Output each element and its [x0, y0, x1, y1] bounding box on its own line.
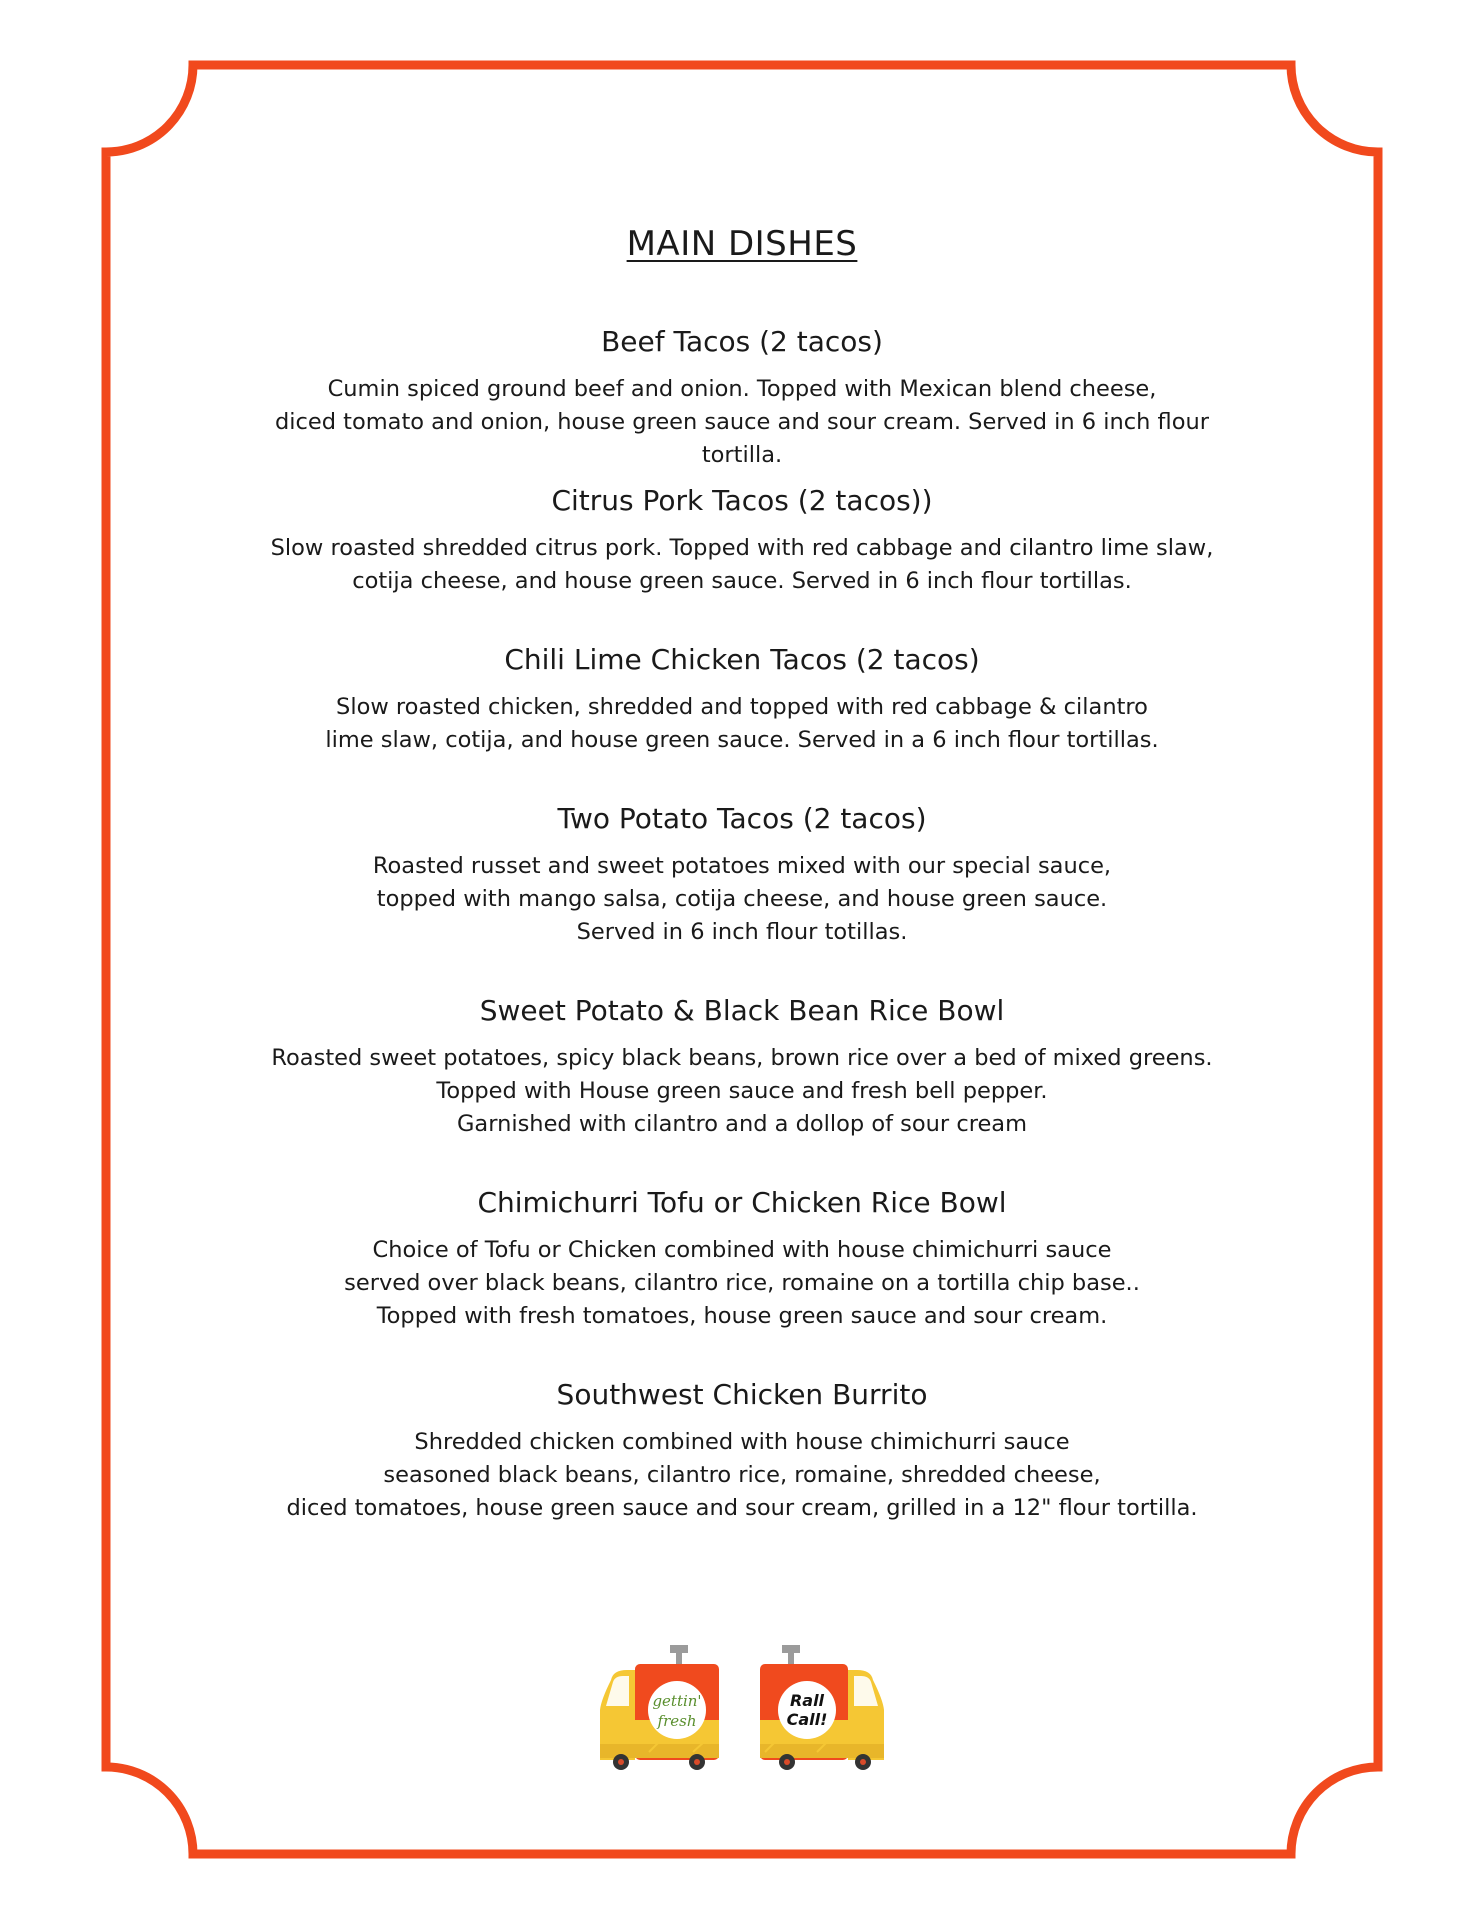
dish-name: Two Potato Tacos (2 tacos): [557, 802, 927, 835]
roll-call-logo-text-line2: Call!: [786, 1710, 828, 1729]
description-line: Choice of Tofu or Chicken combined with house chimichurri sauce: [372, 1237, 1112, 1263]
dish-description: [200, 850, 1284, 949]
roll-call-logo: [757, 1640, 887, 1790]
dish-name: Beef Tacos (2 tacos): [601, 325, 883, 358]
description-line: Garnished with cilantro and a dollop of sour cream: [457, 1111, 1027, 1137]
dish-southwest-chicken-burrito: [200, 1376, 1284, 1525]
description-line: served over black beans, cilantro rice, romaine on a tortilla chip base..: [344, 1270, 1140, 1296]
dish-chili-lime-chicken-tacos: [200, 641, 1284, 757]
description-line: Topped with fresh tomatoes, house green sauce and sour cream.: [376, 1303, 1108, 1329]
description-line: topped with mango salsa, cotija cheese, and house green sauce.: [376, 886, 1108, 912]
roll-call-logo-text-line1: Rall: [789, 1691, 825, 1710]
description-line: seasoned black beans, cilantro rice, romaine, shredded cheese,: [383, 1462, 1101, 1488]
description-line: tortilla.: [701, 442, 783, 468]
gettin-fresh-logo: [597, 1640, 727, 1790]
description-line: cotija cheese, and house green sauce. Served in 6 inch flour tortillas.: [352, 568, 1132, 594]
description-line: Slow roasted shredded citrus pork. Topped with red cabbage and cilantro lime slaw,: [270, 535, 1214, 561]
dish-description: [200, 1234, 1284, 1333]
description-line: diced tomatoes, house green sauce and sour cream, grilled in a 12" flour tortilla.: [286, 1495, 1198, 1521]
dish-sweet-potato-black-bean-bowl: [200, 992, 1284, 1141]
dish-beef-tacos: [200, 323, 1284, 472]
description-line: Roasted sweet potatoes, spicy black beans, brown rice over a bed of mixed greens.: [271, 1045, 1213, 1071]
description-line: diced tomato and onion, house green sauce and sour cream. Served in 6 inch flour: [274, 409, 1210, 435]
logos-row: [0, 1640, 1484, 1790]
gettin-fresh-logo-text-line1: gettin': [652, 1692, 702, 1710]
dish-name: Southwest Chicken Burrito: [556, 1378, 928, 1411]
dish-description: [200, 1426, 1284, 1525]
description-line: Shredded chicken combined with house chimichurri sauce: [414, 1429, 1070, 1455]
dish-description: [200, 1042, 1284, 1141]
dish-description: [200, 691, 1284, 757]
description-line: Served in 6 inch flour totillas.: [576, 919, 908, 945]
dish-name: Sweet Potato & Black Bean Rice Bowl: [479, 994, 1005, 1027]
dish-two-potato-tacos: [200, 800, 1284, 949]
page-title: MAIN DISHES: [626, 224, 858, 264]
description-line: Slow roasted chicken, shredded and topped with red cabbage & cilantro: [336, 694, 1148, 720]
description-line: Cumin spiced ground beef and onion. Topped with Mexican blend cheese,: [327, 376, 1157, 402]
dish-name: Chimichurri Tofu or Chicken Rice Bowl: [477, 1186, 1007, 1219]
dish-chimichurri-rice-bowl: [200, 1184, 1284, 1333]
dish-name: Citrus Pork Tacos (2 tacos)): [551, 484, 933, 517]
description-line: Roasted russet and sweet potatoes mixed with our special sauce,: [372, 853, 1112, 879]
dish-name: Chili Lime Chicken Tacos (2 tacos): [504, 643, 980, 676]
description-line: Topped with House green sauce and fresh bell pepper.: [436, 1078, 1048, 1104]
description-line: lime slaw, cotija, and house green sauce. Served in a 6 inch flour tortillas.: [325, 727, 1159, 753]
gettin-fresh-logo-text-line2: fresh: [657, 1712, 697, 1730]
dish-description: [200, 373, 1284, 472]
dish-description: [200, 532, 1284, 598]
dish-citrus-pork-tacos: [200, 482, 1284, 598]
